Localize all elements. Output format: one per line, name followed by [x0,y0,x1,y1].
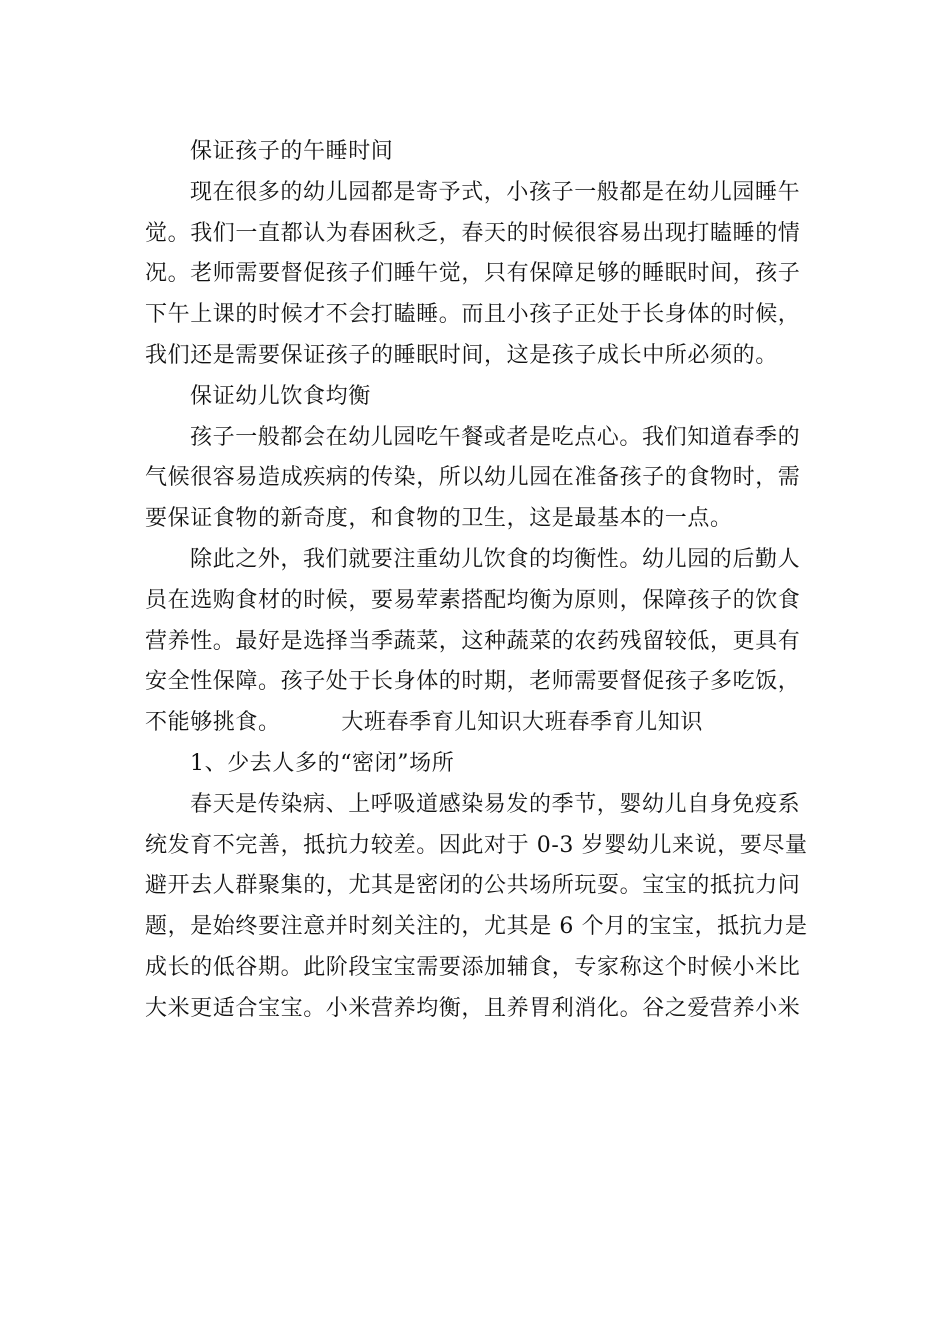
text-line: 成长的低谷期。此阶段宝宝需要添加辅食，专家称这个时候小米比 [145,954,801,980]
text-line: 保证幼儿饮食均衡 [190,383,371,409]
text-line: 统发育不完善，抵抗力较差。因此对于 0-3 岁婴幼儿来说，要尽量 [145,832,808,858]
text-line: 要保证食物的新奇度，和食物的卫生，这是最基本的一点。 [145,506,733,532]
text-line: 孩子一般都会在幼儿园吃午餐或者是吃点心。我们知道春季的 [190,424,801,450]
text-line: 况。老师需要督促孩子们睡午觉，只有保障足够的睡眠时间，孩子 [145,261,801,287]
text-line: 题，是始终要注意并时刻关注的，尤其是 6 个月的宝宝，抵抗力是 [145,914,808,940]
document-body [145,132,807,1030]
text-line: 觉。我们一直都认为春困秋乏，春天的时候很容易出现打瞌睡的情 [145,220,801,246]
text-line: 1、少去人多的“密闭”场所 [190,750,455,776]
document-page [145,132,807,1030]
text-line: 我们还是需要保证孩子的睡眠时间，这是孩子成长中所必须的。 [145,342,778,368]
text-line: 安全性保障。孩子处于长身体的时期，老师需要督促孩子多吃饭， [145,669,801,695]
text-line: 现在很多的幼儿园都是寄予式，小孩子一般都是在幼儿园睡午 [190,179,801,205]
text-line: 营养性。最好是选择当季蔬菜，这种蔬菜的农药残留较低，更具有 [145,628,801,654]
text-line: 气候很容易造成疾病的传染，所以幼儿园在准备孩子的食物时，需 [145,465,801,491]
text-line: 避开去人群聚集的，尤其是密闭的公共场所玩耍。宝宝的抵抗力问 [145,873,801,899]
text-line: 员在选购食材的时候，要易荤素搭配均衡为原则，保障孩子的饮食 [145,587,801,613]
text-line: 除此之外，我们就要注重幼儿饮食的均衡性。幼儿园的后勤人 [190,546,801,572]
text-line: 大米更适合宝宝。小米营养均衡，且养胃利消化。谷之爱营养小米 [145,995,801,1021]
text-line: 春天是传染病、上呼吸道感染易发的季节，婴幼儿自身免疫系 [190,791,801,817]
text-line: 保证孩子的午睡时间 [190,139,394,164]
text-line: 下午上课的时候才不会打瞌睡。而且小孩子正处于长身体的时候， [145,302,801,328]
text-line: 不能够挑食。 大班春季育儿知识大班春季育儿知识 [145,710,703,736]
